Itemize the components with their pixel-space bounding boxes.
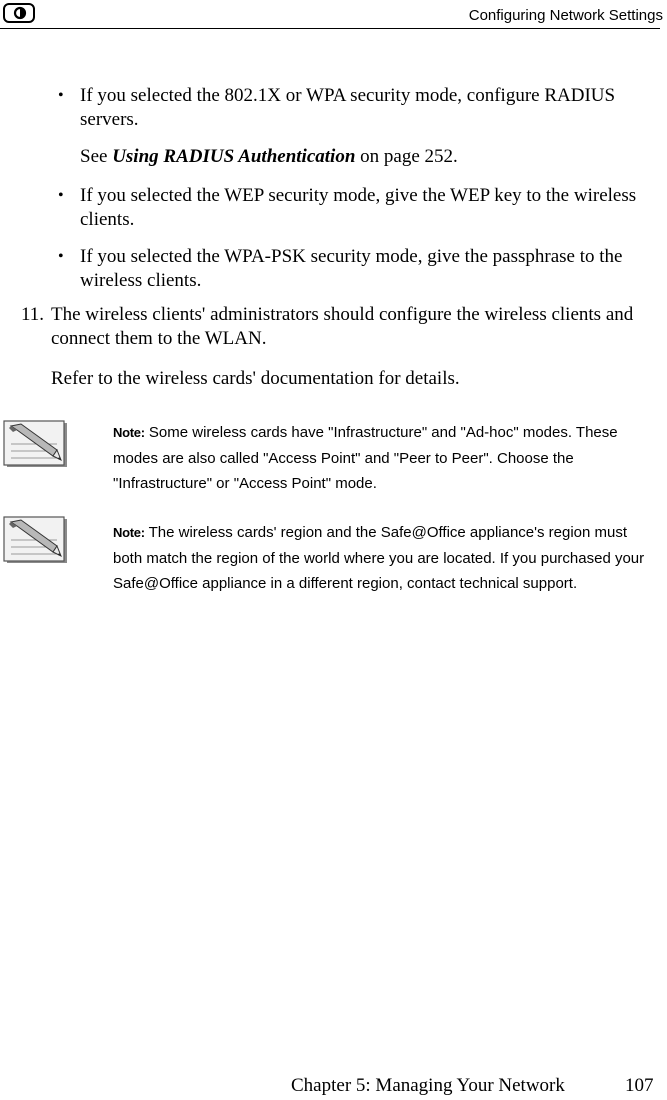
running-header-title: Configuring Network Settings bbox=[468, 7, 663, 24]
note-pencil-icon bbox=[3, 420, 69, 468]
bullet-marker: • bbox=[58, 87, 64, 104]
note-region-match bbox=[113, 520, 658, 597]
bullet-marker: • bbox=[58, 187, 64, 204]
note-label: Note: bbox=[113, 425, 145, 440]
note-body: The wireless cards' region and the Safe@Office appliance's region must both match the region of the world where you are located. If you purchased your Safe@Office appliance in a different region, contact technical support. bbox=[113, 524, 645, 592]
bullet-item-wep: If you selected the WEP security mode, give the WEP key to the wireless clients. bbox=[80, 185, 637, 230]
brand-logo-icon bbox=[3, 3, 35, 23]
see-prefix: See bbox=[80, 146, 113, 167]
note-label: Note: bbox=[113, 525, 145, 540]
step-number: 11. bbox=[21, 304, 45, 325]
bullet-item-wpa-psk: If you selected the WPA-PSK security mode, give the passphrase to the wireless clients. bbox=[80, 246, 623, 291]
note-infrastructure-mode bbox=[113, 420, 658, 497]
note-pencil-icon bbox=[3, 516, 69, 564]
step-followup: Refer to the wireless cards' documentation for details. bbox=[51, 368, 460, 389]
note-body: Some wireless cards have "Infrastructure" and "Ad-hoc" modes. These modes are also called "Access Point" and "Peer to Peer". Choose the "Infrastructure" or "Access Point" mode. bbox=[113, 424, 618, 492]
header-divider bbox=[0, 28, 660, 29]
see-reference bbox=[80, 145, 458, 169]
step-text: The wireless clients' administrators should configure the wireless clients and connect them to the WLAN. bbox=[51, 304, 634, 349]
page-number: 107 bbox=[625, 1075, 654, 1096]
bullet-item-radius: If you selected the 802.1X or WPA security mode, configure RADIUS servers. bbox=[80, 85, 616, 130]
cross-reference-title: Using RADIUS Authentication bbox=[112, 146, 356, 167]
footer-chapter-title: Chapter 5: Managing Your Network bbox=[291, 1075, 565, 1096]
see-suffix: on page 252. bbox=[355, 146, 458, 167]
bullet-marker: • bbox=[58, 248, 64, 265]
